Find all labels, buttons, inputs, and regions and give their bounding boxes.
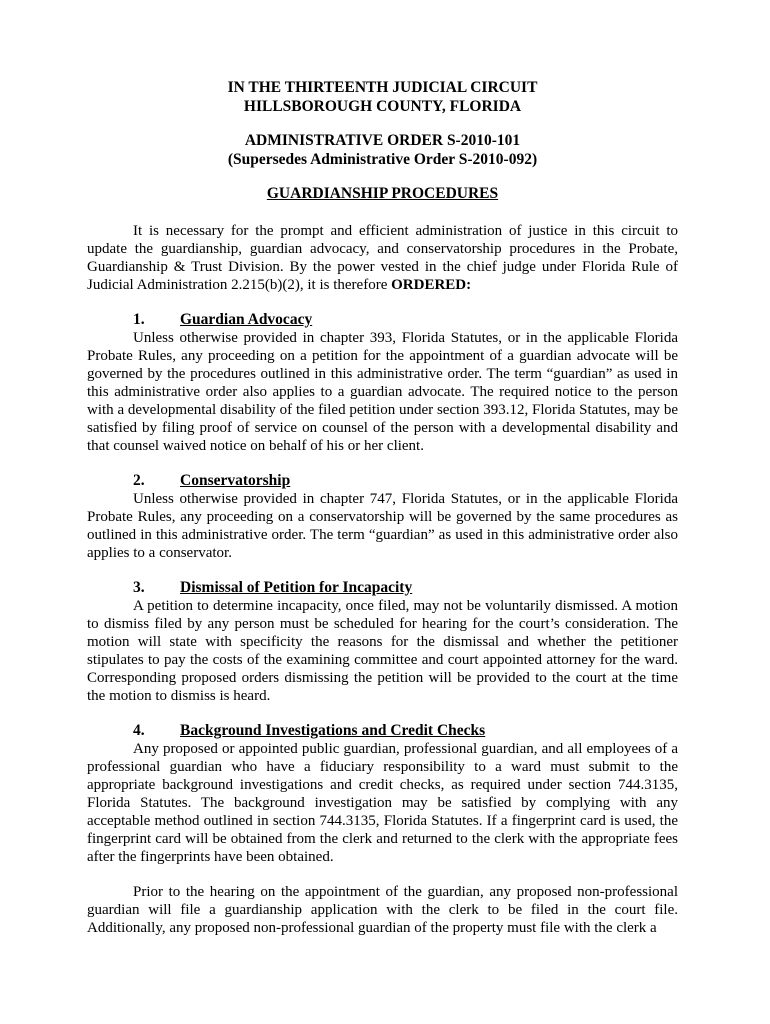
intro-paragraph [87, 222, 678, 294]
section-heading [87, 722, 678, 740]
section-body: Any proposed or appointed public guardian, professional guardian, and all employees of a professional guardian who have a fiduciary responsibility to a ward must submit to the appropriate background investigations and credit checks, as required under section 744.3135, Florida Statutes. The background investigation may be satisfied by complying with any acceptable method outlined in section 744.3135, Florida Statutes. If a fingerprint card is used, the fingerprint card will be obtained from the clerk and returned to the clerk with the appropriate fees after the fingerprints have been obtained. [87, 741, 678, 865]
section-conservatorship [87, 472, 678, 562]
section-heading [87, 472, 678, 490]
section-guardian-advocacy [87, 311, 678, 455]
section-number: 2. [133, 472, 145, 489]
section-background-checks [87, 722, 678, 937]
section-title: Conservatorship [180, 472, 291, 489]
section-title: Background Investigations and Credit Checks [180, 722, 486, 739]
section-dismissal [87, 579, 678, 705]
section-title: Dismissal of Petition for Incapacity [180, 579, 413, 596]
section-body: Unless otherwise provided in chapter 393, Florida Statutes, or in the applicable Florida Probate Rules, any proceeding on a petition for the appointment of a guardian advocate will be governed by the procedures outlined in this administrative order. The term “guardian” as used in this administrative order also applies to a guardian advocate. The required notice to the person with a developmental disability of the filed petition under section 393.12, Florida Statutes, may be satisfied by filing proof of service on counsel of the person with a developmental disability and that counsel waived notice on behalf of his or her client. [87, 330, 678, 454]
order-number: ADMINISTRATIVE ORDER S-2010-101 [244, 132, 521, 149]
section-number: 3. [133, 579, 145, 596]
section-body: Unless otherwise provided in chapter 747, Florida Statutes, or in the applicable Florida Probate Rules, any proceeding on a conservatorship will be governed by the same procedures as outlined in this administrative order. The term “guardian” as used in this administrative order also applies to a conservator. [87, 491, 678, 561]
section-body-continued: Prior to the hearing on the appointment of the guardian, any proposed non-professional guardian will file a guardianship application with the clerk to be filed in the court file. Additionally, any proposed non-professional guardian of the property must file with the clerk a [87, 884, 678, 936]
section-number: 4. [133, 722, 145, 739]
order-header [87, 131, 678, 169]
intro-text: It is necessary for the prompt and efficient administration of justice in this circuit to update the guardianship, guardian advocacy, and conservatorship procedures in the Probate, Guardianship & Trust Division. By the power vested in the chief judge under Florida Rule of Judicial Administration 2.215(b)(2), it is therefore [87, 223, 678, 293]
section-heading [87, 311, 678, 329]
section-body: A petition to determine incapacity, once filed, may not be voluntarily dismissed. A motion to dismiss filed by any person must be scheduled for hearing for the court’s consideration. The motion will state with specificity the reasons for the dismissal and whether the petitioner stipulates to pay the costs of the examining committee and court appointed attorney for the ward. Corresponding proposed orders dismissing the petition will be provided to the court at the time the motion to dismiss is heard. [87, 598, 678, 704]
ordered-keyword: ORDERED: [391, 277, 472, 293]
section-title: Guardian Advocacy [180, 311, 313, 328]
county-name: HILLSBOROUGH COUNTY, FLORIDA [243, 98, 522, 115]
supersedes-note: (Supersedes Administrative Order S-2010-092) [227, 151, 538, 168]
court-name: IN THE THIRTEENTH JUDICIAL CIRCUIT [227, 79, 538, 96]
section-number: 1. [133, 311, 145, 328]
section-heading [87, 579, 678, 597]
document-title: GUARDIANSHIP PROCEDURES [266, 185, 499, 202]
court-header [87, 78, 678, 116]
